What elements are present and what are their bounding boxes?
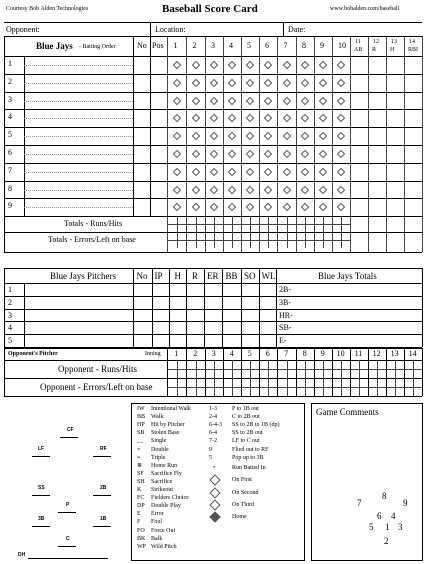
team-total-label: E-	[279, 336, 287, 346]
field-pos-rf: RF	[100, 446, 107, 452]
scoring-diamond[interactable]	[301, 61, 309, 69]
inning-header: 5	[247, 41, 251, 50]
legend-code: SF	[137, 470, 144, 477]
legend-description: Balk	[151, 535, 163, 542]
legend-code: ≡	[137, 454, 141, 461]
scoring-diamond[interactable]	[210, 150, 218, 158]
scoring-diamond[interactable]	[282, 167, 290, 175]
pitcher-row-number: 3	[8, 310, 12, 320]
scoring-diamond[interactable]	[282, 150, 290, 158]
scoring-diamond[interactable]	[228, 185, 236, 193]
date-label: Date:	[288, 25, 306, 34]
scoring-diamond[interactable]	[191, 167, 199, 175]
comment-number: 1	[385, 522, 390, 532]
legend-play-description: Pop up to 3B	[232, 454, 264, 461]
scoring-diamond[interactable]	[172, 185, 180, 193]
page-title: Baseball Score Card	[162, 3, 258, 15]
pitcher-column-header: IP	[154, 271, 163, 281]
scoring-diamond[interactable]	[172, 78, 180, 86]
scoring-diamond[interactable]	[191, 150, 199, 158]
scoring-diamond[interactable]	[337, 132, 345, 140]
scoring-diamond[interactable]	[172, 167, 180, 175]
scoring-diamond[interactable]	[191, 61, 199, 69]
opponent-inning-header: 11	[354, 349, 363, 358]
scoring-diamond[interactable]	[319, 96, 327, 104]
legend-code: FO	[137, 527, 145, 534]
opponent-inning-header: 12	[372, 349, 381, 358]
scoring-diamond[interactable]	[319, 203, 327, 211]
rbi-dot: •	[213, 465, 216, 471]
legend-description: Strikeout	[151, 487, 173, 493]
scoring-diamond[interactable]	[172, 61, 180, 69]
batting-order-number: 4	[8, 112, 12, 122]
scoring-diamond[interactable]	[337, 150, 345, 158]
legend-description: Sacrifice	[151, 478, 173, 485]
legend-description: Triple	[151, 454, 166, 461]
legend-code: DP	[137, 503, 145, 510]
scoring-diamond[interactable]	[210, 114, 218, 122]
scoring-diamond[interactable]	[228, 96, 236, 104]
legend-description: Error	[151, 511, 164, 518]
batting-order-number: 1	[8, 59, 12, 68]
legend-play-code: 5	[209, 454, 212, 461]
comment-number: 8	[382, 491, 387, 501]
legend-description: Foul	[151, 519, 163, 526]
opponent-pitcher-label: Opponent's Pitcher	[8, 351, 58, 357]
scoring-diamond[interactable]	[172, 203, 180, 211]
scoring-diamond[interactable]	[264, 61, 272, 69]
legend-code: BK	[137, 535, 146, 542]
scoring-diamond[interactable]	[191, 96, 199, 104]
legend-description: Hit by Pitcher	[151, 422, 185, 429]
field-pos-1b: 1B	[100, 516, 107, 522]
legend-code: SH	[137, 478, 145, 485]
legend-play-description: C to 2B out	[232, 414, 260, 421]
opponent-inning-header: 1	[174, 349, 179, 358]
comment-number: 2	[384, 536, 389, 546]
scoring-diamond[interactable]	[210, 132, 218, 140]
field-pos-cf: CF	[67, 427, 74, 433]
legend-code: __	[137, 438, 143, 445]
inning-header: 9	[320, 41, 324, 50]
scoring-diamond[interactable]	[337, 185, 345, 193]
scoring-diamond[interactable]	[210, 61, 218, 69]
legend-mark-description: On Second	[232, 490, 259, 496]
scoring-diamond[interactable]	[172, 150, 180, 158]
scoring-diamond[interactable]	[264, 78, 272, 86]
courtesy-text: Courtesy Bob Alden Technologies	[6, 6, 89, 12]
pitchers-title: Blue Jays Pitchers	[50, 271, 116, 281]
scoring-diamond[interactable]	[172, 114, 180, 122]
scoring-diamond[interactable]	[246, 185, 254, 193]
inning-header: 4	[229, 41, 233, 50]
scoring-diamond[interactable]	[264, 132, 272, 140]
legend-mark-description: On Third	[232, 502, 255, 508]
inning-header: 10	[338, 41, 346, 50]
scoring-diamond[interactable]	[319, 150, 327, 158]
opponent-inning-header: 7	[284, 349, 289, 358]
legend-code: ≣	[137, 462, 143, 469]
scoring-diamond[interactable]	[228, 114, 236, 122]
scoring-diamond[interactable]	[301, 203, 309, 211]
opponent-errors-left: Opponent - Errors/Left on base	[40, 382, 153, 392]
batting-order-number: 8	[8, 183, 12, 193]
legend-code: F	[137, 519, 141, 526]
scoring-diamond[interactable]	[246, 150, 254, 158]
field-pos-lf: LF	[38, 446, 45, 452]
scoring-diamond[interactable]	[246, 114, 254, 122]
legend-code: IW	[137, 406, 145, 412]
extra-column-label: AB	[354, 47, 363, 53]
scoring-diamond[interactable]	[246, 61, 254, 69]
pitcher-column-header: H	[174, 271, 181, 281]
legend-description: Intentional Walk	[151, 406, 191, 412]
inning-header: 8	[302, 41, 306, 50]
scoring-diamond[interactable]	[246, 96, 254, 104]
opponent-inning-header: 3	[211, 349, 216, 358]
batting-order-number: 9	[8, 201, 12, 211]
pitcher-column-header: WL	[261, 271, 276, 281]
scoring-diamond[interactable]	[301, 150, 309, 158]
scoring-diamond[interactable]	[210, 78, 218, 86]
pos-column-header: Pos	[152, 41, 164, 50]
location-label: Location:	[155, 25, 186, 34]
pitcher-row-number: 1	[8, 285, 12, 294]
opponent-inning-header: 10	[336, 349, 345, 358]
opponent-inning-header: 8	[302, 349, 307, 358]
opponent-inning-header: 9	[320, 349, 325, 358]
legend-description: Wild Pitch	[151, 543, 177, 550]
batting-order-number: 6	[8, 148, 12, 157]
website-url: www.bobalden.com/baseball	[330, 6, 400, 12]
scoring-diamond[interactable]	[337, 203, 345, 211]
opponent-inning-header: 14	[408, 349, 417, 358]
pitcher-row-number: 2	[8, 297, 12, 307]
comment-number: 4	[391, 511, 396, 521]
scoring-diamond[interactable]	[246, 78, 254, 86]
opponent-inning-header: 4	[229, 349, 234, 358]
scoring-diamond[interactable]	[337, 167, 345, 175]
legend-play-code: 2-4	[209, 414, 217, 421]
pitcher-column-header: SO	[244, 271, 256, 281]
scoring-diamond[interactable]	[264, 167, 272, 175]
extra-column-number: 12	[373, 39, 379, 45]
game-comments-box	[311, 403, 423, 561]
legend-description: Fielders Choice	[151, 495, 189, 502]
scoring-diamond[interactable]	[264, 96, 272, 104]
scoring-diamond[interactable]	[282, 78, 290, 86]
scoring-diamond[interactable]	[319, 78, 327, 86]
scoring-diamond[interactable]	[282, 114, 290, 122]
scoring-diamond[interactable]	[301, 114, 309, 122]
field-pos-3b: 3B	[38, 516, 45, 522]
inning-header: 6	[265, 41, 269, 50]
legend-play-code: 6-4-3	[209, 422, 222, 429]
legend-play-description: LF to C out	[232, 438, 260, 445]
pitcher-row-number: 5	[8, 336, 12, 346]
scoring-diamond[interactable]	[282, 132, 290, 140]
scoring-diamond[interactable]	[210, 185, 218, 193]
no-column-header: No	[137, 41, 147, 50]
scoring-diamond[interactable]	[337, 114, 345, 122]
extra-column-number: 11	[355, 39, 361, 45]
field-pos-2b: 2B	[100, 485, 107, 491]
extra-column-number: 13	[391, 39, 397, 45]
scoring-diamond[interactable]	[319, 167, 327, 175]
legend-play-description: SS to 2B to 1B (dp)	[232, 422, 280, 429]
legend-description: Double Play	[151, 503, 181, 510]
legend-play-description: SS to 2B out	[232, 430, 263, 437]
legend-description: Force Out	[151, 527, 176, 534]
scoring-diamond[interactable]	[319, 61, 327, 69]
legend-description: Sacrifice Fly	[151, 470, 182, 477]
comment-number: 7	[357, 498, 362, 508]
scoring-diamond[interactable]	[319, 114, 327, 122]
batting-order-number: 3	[8, 94, 12, 104]
legend-play-description: Flied out to RF	[232, 446, 269, 453]
legend-code: =	[137, 446, 141, 453]
comment-number: 9	[403, 498, 408, 508]
scoring-diamond[interactable]	[246, 203, 254, 211]
scoring-diamond[interactable]	[282, 96, 290, 104]
inning-header: 2	[192, 41, 197, 50]
opponent-label: Opponent:	[6, 25, 40, 34]
field-pos-ss: SS	[38, 485, 45, 491]
scoring-diamond[interactable]	[301, 185, 309, 193]
scoring-diamond[interactable]	[210, 203, 218, 211]
team-total-label: SB-	[279, 323, 292, 333]
inning-label: Inning	[145, 351, 161, 357]
scoring-diamond[interactable]	[264, 114, 272, 122]
scoring-diamond[interactable]	[228, 150, 236, 158]
team-total-label: 3B-	[279, 297, 291, 307]
opponent-inning-header: 6	[265, 349, 270, 358]
scoring-diamond[interactable]	[172, 96, 180, 104]
legend-code: FC	[137, 495, 145, 502]
inning-header: 1	[173, 41, 178, 50]
extra-column-label: R	[372, 47, 377, 53]
legend-code: HP	[137, 422, 145, 429]
comment-number: 5	[369, 522, 374, 532]
legend-mark-description: Run Batted In	[232, 465, 266, 471]
legend-play-code: 6-4	[209, 430, 217, 437]
opponent-inning-header: 13	[390, 349, 399, 358]
scoring-diamond[interactable]	[264, 185, 272, 193]
extra-column-number: 14	[409, 39, 415, 45]
scoring-diamond[interactable]	[264, 203, 272, 211]
batting-order-label: - Batting Order	[79, 44, 116, 50]
scoring-diamond[interactable]	[337, 96, 345, 104]
batting-order-number: 2	[8, 76, 12, 86]
scoring-diamond[interactable]	[282, 203, 290, 211]
scoring-diamond[interactable]	[319, 132, 327, 140]
batting-order-number: 5	[8, 130, 12, 140]
scoring-diamond[interactable]	[319, 185, 327, 193]
opponent-inning-header: 2	[193, 349, 198, 358]
legend-description: Walk	[151, 414, 164, 421]
batting-order-number: 7	[8, 165, 12, 175]
scoring-diamond[interactable]	[172, 132, 180, 140]
opponent-inning-header: 5	[247, 349, 252, 358]
legend-code: K	[137, 487, 142, 493]
legend-code: WP	[137, 543, 146, 550]
comment-number: 6	[377, 511, 382, 521]
scoring-diamond[interactable]	[191, 185, 199, 193]
team-total-label: HR-	[279, 310, 293, 320]
scoring-diamond[interactable]	[228, 167, 236, 175]
legend-description: Double	[151, 446, 169, 453]
scoring-diamond[interactable]	[337, 78, 345, 86]
legend-code: BB	[137, 414, 146, 421]
pitcher-row-number: 4	[8, 323, 12, 333]
scoring-diamond[interactable]	[210, 96, 218, 104]
legend-mark-description: On First	[232, 477, 252, 483]
scoring-diamond[interactable]	[282, 185, 290, 193]
pitcher-column-header: No	[136, 271, 148, 281]
scoring-diamond[interactable]	[246, 167, 254, 175]
totals-runs-hits: Totals - Runs/Hits	[64, 219, 123, 229]
opponent-runs-hits: Opponent - Runs/Hits	[58, 364, 138, 374]
scoring-diamond[interactable]	[191, 78, 199, 86]
inning-header: 3	[211, 41, 215, 50]
legend-description: Stolen Base	[151, 430, 180, 437]
game-comments-title: Game Comments	[316, 407, 379, 417]
legend-code: SB	[137, 430, 145, 437]
scoring-diamond[interactable]	[210, 167, 218, 175]
pitcher-column-header: ER	[207, 271, 219, 281]
team-total-label: 2B-	[279, 285, 291, 294]
legend-code: E	[137, 511, 141, 518]
scoring-diamond[interactable]	[301, 78, 309, 86]
scoring-diamond[interactable]	[246, 132, 254, 140]
scoring-diamond[interactable]	[191, 132, 199, 140]
extra-column-label: H	[390, 47, 395, 53]
field-pos-dh: DH	[18, 552, 26, 558]
scoring-diamond[interactable]	[264, 150, 272, 158]
legend-play-code: 7-2	[209, 438, 217, 445]
comment-number: 3	[398, 522, 403, 532]
scoring-diamond[interactable]	[228, 78, 236, 86]
field-pos-p: P	[66, 502, 70, 508]
inning-header: 7	[283, 41, 288, 50]
scoring-diamond[interactable]	[191, 114, 199, 122]
extra-column-label: RBI	[408, 47, 419, 53]
scoring-diamond[interactable]	[337, 61, 345, 69]
legend-mark-description: Home	[232, 514, 247, 520]
legend-play-code: 1-3	[209, 406, 217, 412]
totals-errors-left: Totals - Errors/Left on base	[48, 235, 136, 245]
legend-description: Home Run	[151, 462, 178, 469]
legend-play-description: P to 1B out	[232, 406, 259, 412]
scoring-diamond[interactable]	[228, 61, 236, 69]
field-pos-c: C	[66, 536, 70, 542]
team-totals-title: Blue Jays Totals	[318, 271, 377, 281]
batting-team-name: Blue Jays	[36, 41, 73, 51]
scoring-diamond[interactable]	[301, 96, 309, 104]
pitcher-column-header: R	[192, 271, 199, 281]
legend-play-code: 9	[209, 446, 212, 453]
legend-description: Single	[151, 438, 167, 445]
scoring-diamond[interactable]	[228, 203, 236, 211]
pitcher-column-header: BB	[225, 271, 238, 281]
scoring-diamond[interactable]	[228, 132, 236, 140]
scoring-diamond[interactable]	[282, 61, 290, 69]
scoring-diamond[interactable]	[301, 132, 309, 140]
scoring-diamond[interactable]	[301, 167, 309, 175]
scoring-diamond[interactable]	[191, 203, 199, 211]
